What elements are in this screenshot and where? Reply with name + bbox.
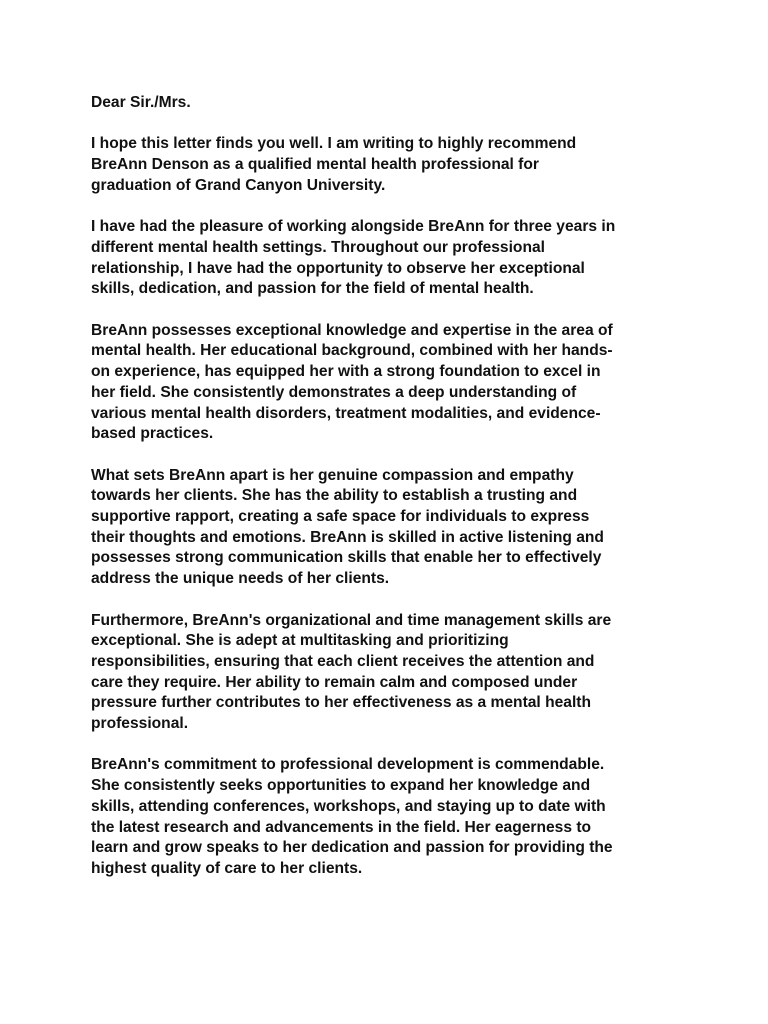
letter-paragraph-organization: Furthermore, BreAnn's organizational and time management skills are exceptional. She is adept at multitasking and prioritizing responsibilities, ensuring that each client receives the attention and care they require. Her ability to remain calm and composed under pressure further contributes to her effectiveness as a mental health professional. bbox=[91, 611, 612, 733]
letter-salutation: Dear Sir./Mrs. bbox=[91, 94, 191, 111]
letter-paragraph-compassion: What sets BreAnn apart is her genuine compassion and empathy towards her clients. She has the ability to establish a trusting and supportive rapport, creating a safe space for individuals to express their thoughts and emotions. BreAnn is skilled in active listening and possesses strong communication skills that enable her to effectively address the unique needs of her clients. bbox=[91, 466, 604, 588]
letter-paragraph-intro: I hope this letter finds you well. I am writing to highly recommend BreAnn Denson as a qualified mental health professional for graduation of Grand Canyon University. bbox=[91, 135, 577, 194]
letter-paragraph-relationship: I have had the pleasure of working alongside BreAnn for three years in different mental health settings. Throughout our professional relationship, I have had the opportunity to observe her exceptional skills, dedication, and passion for the field of mental health. bbox=[91, 218, 616, 298]
letter-paragraph-development: BreAnn's commitment to professional development is commendable. She consistently seeks opportunities to expand her knowledge and skills, attending conferences, workshops, and staying up to date with the latest research and advancements in the field. Her eagerness to learn and grow speaks to her dedication and passion for providing the highest quality of care to her clients. bbox=[91, 756, 613, 877]
recommendation-letter bbox=[91, 93, 681, 900]
letter-paragraph-expertise: BreAnn possesses exceptional knowledge and expertise in the area of mental health. Her educational background, combined with her hands- on experience, has equipped her with a strong foundation to excel in her field. She consistently demonstrates a deep understanding of various mental health disorders, treatment modalities, and evidence- based practices. bbox=[91, 321, 613, 443]
